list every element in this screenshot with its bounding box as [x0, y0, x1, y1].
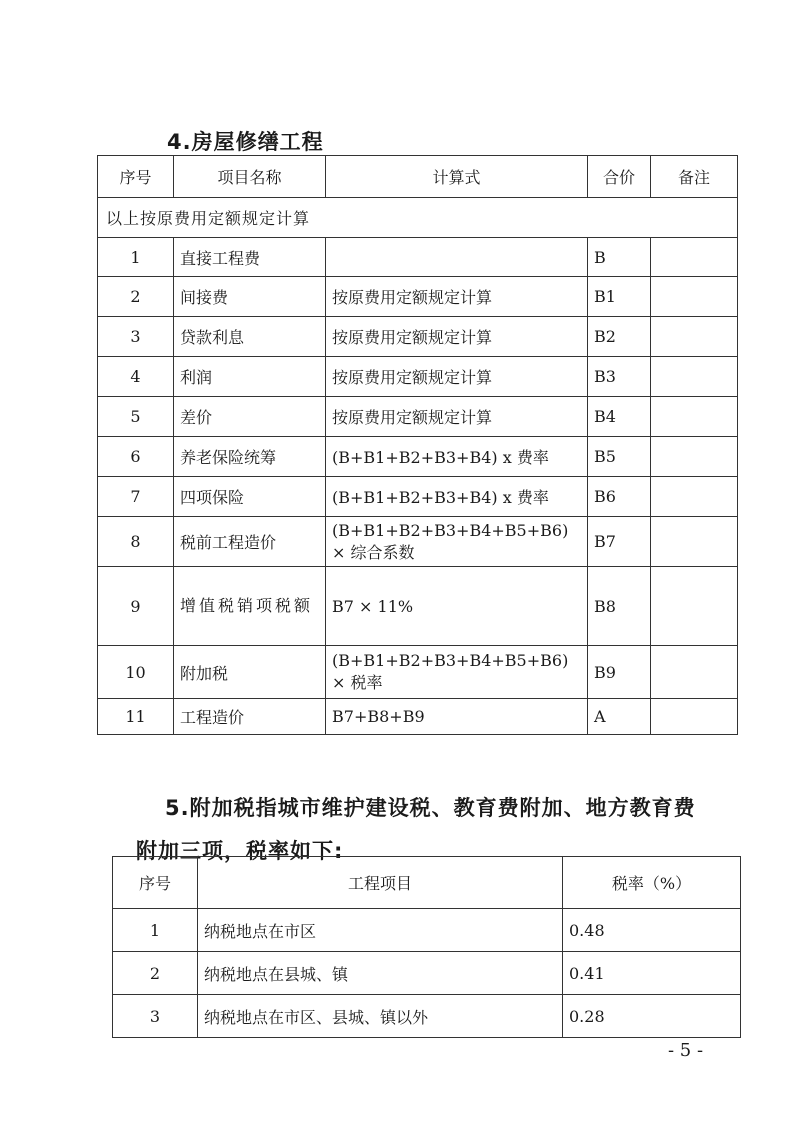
cell-total: B4 [588, 397, 651, 437]
cell-total: B7 [588, 517, 651, 567]
table-row [98, 517, 738, 567]
cell-total: B8 [588, 567, 651, 646]
cell-no: 3 [98, 317, 174, 357]
header-item: 工程项目 [198, 857, 563, 909]
cell-no: 7 [98, 477, 174, 517]
header-no: 序号 [113, 857, 198, 909]
cell-no: 6 [98, 437, 174, 477]
table-row [98, 277, 738, 317]
cell-total: B9 [588, 646, 651, 699]
cell-remark [651, 477, 738, 517]
table-header-row [98, 156, 738, 198]
cell-name: 差价 [174, 397, 326, 437]
cell-no: 2 [113, 952, 198, 995]
cell-remark [651, 238, 738, 277]
table-row [98, 646, 738, 699]
table-row [98, 357, 738, 397]
cell-rate: 0.28 [563, 995, 741, 1038]
cell-total: A [588, 699, 651, 735]
construction-cost-table [97, 155, 738, 735]
cell-total: B5 [588, 437, 651, 477]
table-row [98, 477, 738, 517]
cell-formula: 按原费用定额规定计算 [326, 357, 588, 397]
cell-total: B1 [588, 277, 651, 317]
header-total: 合价 [588, 156, 651, 198]
cell-no: 3 [113, 995, 198, 1038]
cell-no: 8 [98, 517, 174, 567]
cell-remark [651, 567, 738, 646]
section-5-title-line2: 附加三项，税率如下: [136, 839, 344, 863]
table-row [113, 995, 741, 1038]
cell-formula: 按原费用定额规定计算 [326, 317, 588, 357]
cell-name: 间接费 [174, 277, 326, 317]
cell-name: 利润 [174, 357, 326, 397]
cell-formula: B7+B8+B9 [326, 699, 588, 735]
cell-remark [651, 646, 738, 699]
cell-formula: (B+B1+B2+B3+B4+B5+B6) × 税率 [326, 646, 588, 699]
cell-no: 1 [98, 238, 174, 277]
table-row [98, 567, 738, 646]
cell-formula: 按原费用定额规定计算 [326, 397, 588, 437]
header-no: 序号 [98, 156, 174, 198]
cell-formula: (B+B1+B2+B3+B4) x 费率 [326, 477, 588, 517]
cell-remark [651, 437, 738, 477]
header-rate: 税率（%） [563, 857, 741, 909]
cell-item: 纳税地点在市区、县城、镇以外 [198, 995, 563, 1038]
table-row [98, 198, 738, 238]
cell-formula: (B+B1+B2+B3+B4+B5+B6) × 综合系数 [326, 517, 588, 567]
table-row [98, 397, 738, 437]
cell-remark [651, 357, 738, 397]
cell-rate: 0.48 [563, 909, 741, 952]
cell-formula: 按原费用定额规定计算 [326, 277, 588, 317]
table-row [98, 238, 738, 277]
table-row [98, 317, 738, 357]
cell-name: 养老保险统筹 [174, 437, 326, 477]
cell-name: 四项保险 [174, 477, 326, 517]
cell-no: 2 [98, 277, 174, 317]
header-formula: 计算式 [326, 156, 588, 198]
cell-name: 贷款利息 [174, 317, 326, 357]
cell-remark [651, 317, 738, 357]
cell-rate: 0.41 [563, 952, 741, 995]
cell-no: 4 [98, 357, 174, 397]
cell-remark [651, 277, 738, 317]
page-number: - 5 - [668, 1040, 704, 1061]
cell-remark [651, 699, 738, 735]
table-row [98, 437, 738, 477]
section-4-title: 4.房屋修缮工程 [167, 130, 324, 154]
header-remark: 备注 [651, 156, 738, 198]
table-row [98, 699, 738, 735]
cell-no: 5 [98, 397, 174, 437]
cell-remark [651, 517, 738, 567]
note-full-row: 以上按原费用定额规定计算 [98, 198, 738, 238]
header-name: 项目名称 [174, 156, 326, 198]
cell-formula [326, 238, 588, 277]
table-header-row [113, 857, 741, 909]
cell-name: 附加税 [174, 646, 326, 699]
cell-no: 1 [113, 909, 198, 952]
cell-item: 纳税地点在市区 [198, 909, 563, 952]
cell-name: 增值税销项税额 [174, 567, 326, 646]
cell-name: 税前工程造价 [174, 517, 326, 567]
cell-total: B2 [588, 317, 651, 357]
cell-total: B3 [588, 357, 651, 397]
cell-name: 直接工程费 [174, 238, 326, 277]
cell-formula: B7 × 11% [326, 567, 588, 646]
cell-formula: (B+B1+B2+B3+B4) x 费率 [326, 437, 588, 477]
cell-name: 工程造价 [174, 699, 326, 735]
cell-remark [651, 397, 738, 437]
table-row [113, 909, 741, 952]
cell-no: 9 [98, 567, 174, 646]
cell-item: 纳税地点在县城、镇 [198, 952, 563, 995]
cell-total: B [588, 238, 651, 277]
surtax-rate-table [112, 856, 741, 1038]
section-5-title-line1: 5.附加税指城市维护建设税、教育费附加、地方教育费 [165, 796, 696, 820]
cell-total: B6 [588, 477, 651, 517]
cell-no: 11 [98, 699, 174, 735]
table-row [113, 952, 741, 995]
cell-no: 10 [98, 646, 174, 699]
